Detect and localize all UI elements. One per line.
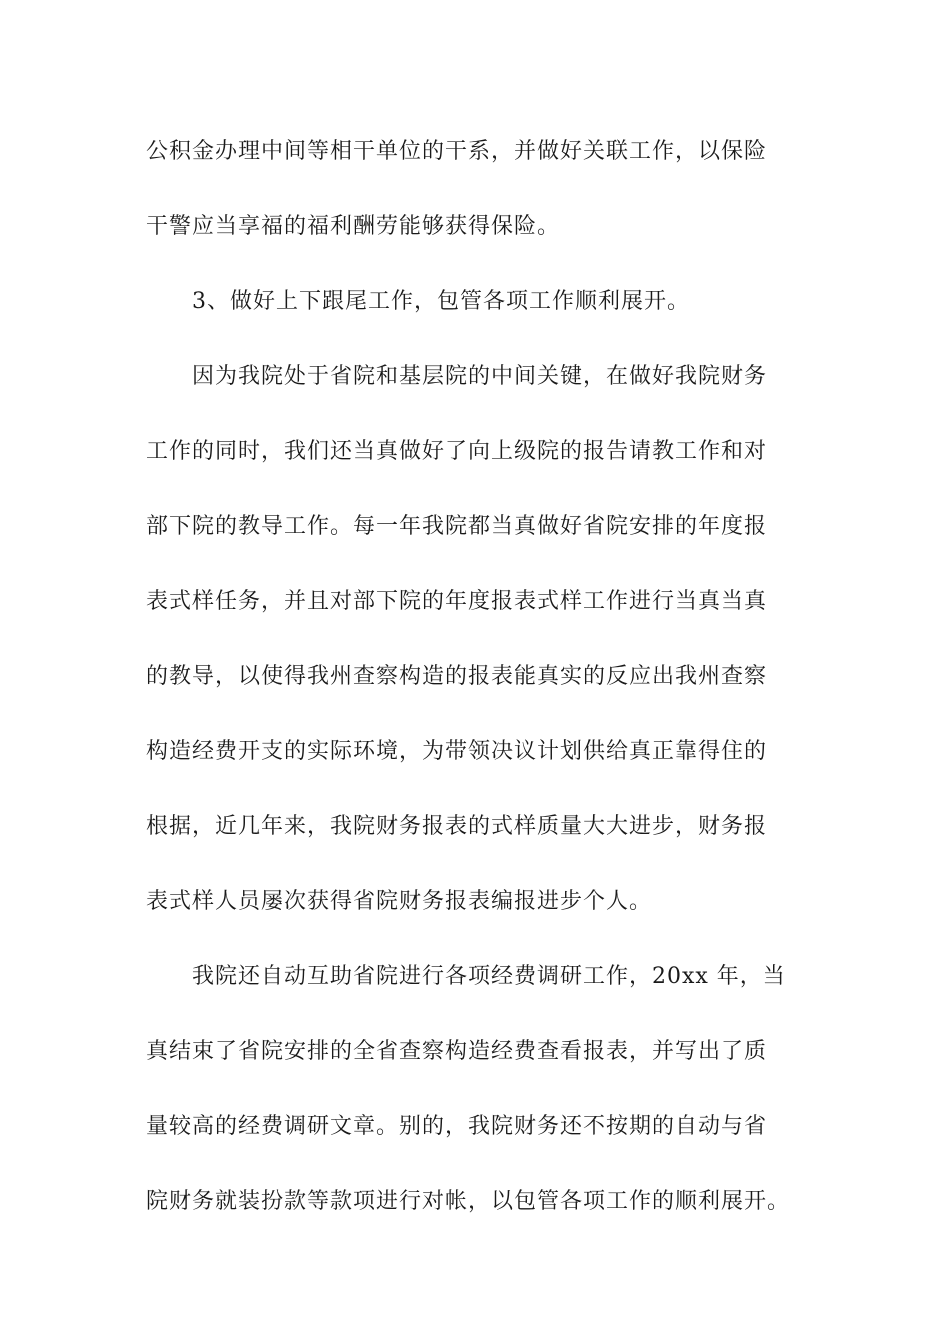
text-line-1: 公积金办理中间等相干单位的干系，并做好关联工作，以保险 — [146, 139, 768, 164]
text-line-4: 因为我院处于省院和基层院的中间关键，在做好我院财务 — [192, 364, 768, 389]
text-line-5: 工作的同时，我们还当真做好了向上级院的报告请教工作和对 — [146, 439, 768, 464]
text-line-9: 构造经费开支的实际环境，为带领决议计划供给真正靠得住的 — [146, 739, 768, 764]
text-line-15: 院财务就装扮款等款项进行对帐，以包管各项工作的顺利展开。 — [146, 1189, 791, 1214]
text-line-13: 真结束了省院安排的全省查察构造经费查看报表，并写出了质 — [146, 1039, 768, 1064]
document-body — [146, 134, 806, 1259]
text-line-7: 表式样任务，并且对部下院的年度报表式样工作进行当真当真 — [146, 589, 768, 614]
text-line-11: 表式样人员屡次获得省院财务报表编报进步个人。 — [146, 889, 653, 914]
section-heading: 3、做好上下跟尾工作，包管各项工作顺利展开。 — [192, 289, 690, 314]
text-line-8: 的教导，以使得我州查察构造的报表能真实的反应出我州查察 — [146, 664, 768, 689]
text-line-10: 根据，近几年来，我院财务报表的式样质量大大进步，财务报 — [146, 814, 768, 839]
text-line-12: 我院还自动互助省院进行各项经费调研工作，20xx 年，当 — [192, 964, 786, 989]
text-line-14: 量较高的经费调研文章。别的，我院财务还不按期的自动与省 — [146, 1114, 768, 1139]
text-line-6: 部下院的教导工作。每一年我院都当真做好省院安排的年度报 — [146, 514, 768, 539]
text-line-2: 干警应当享福的福利酬劳能够获得保险。 — [146, 214, 561, 239]
